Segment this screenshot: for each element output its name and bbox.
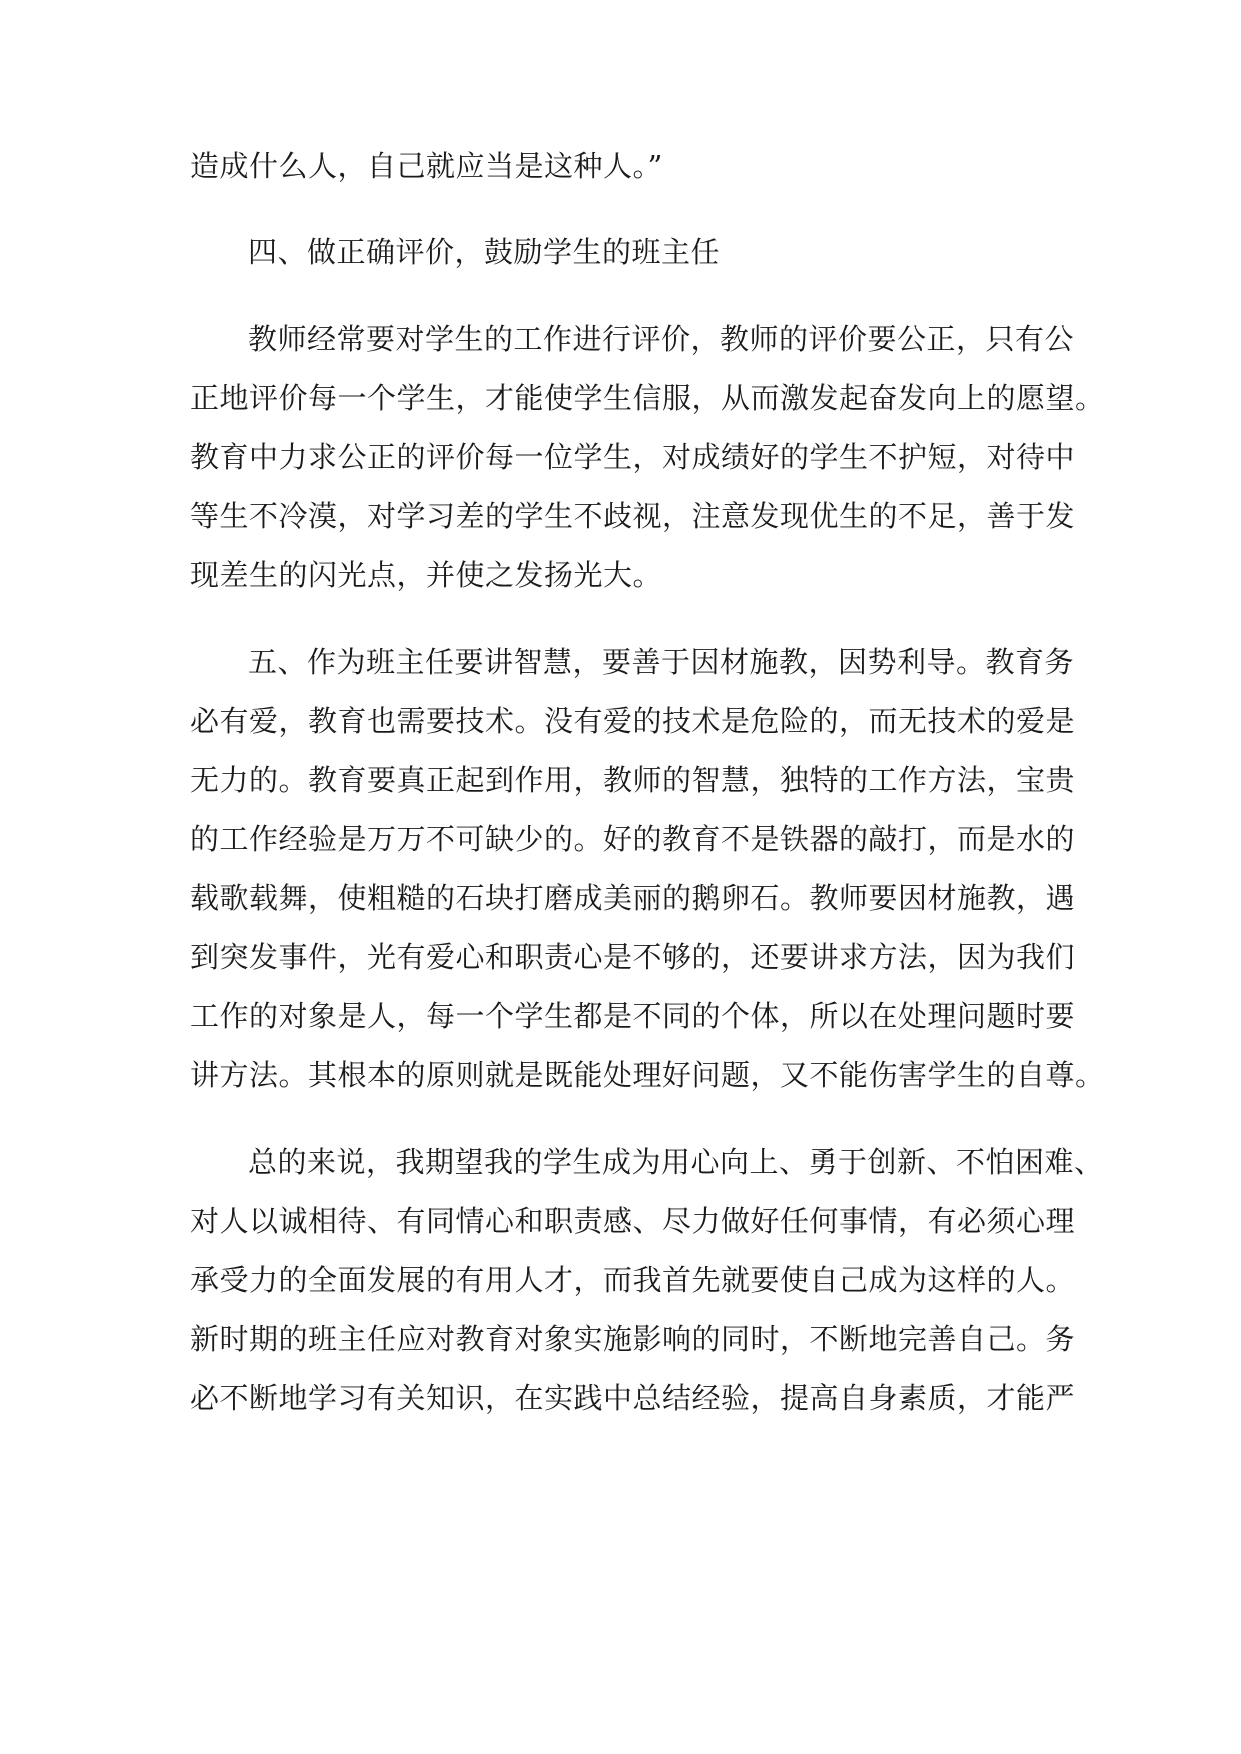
summary-paragraph-line-1: 总的来说，我期望我的学生成为用心向上、勇于创新、不怕困难、 [248, 1145, 1104, 1179]
text-line-6: 等生不冷漠，对学习差的学生不歧视，注意发现优生的不足，善于发 [190, 499, 1076, 533]
text-line-20: 必不断地学习有关知识，在实践中总结经验，提高自身素质，才能严 [190, 1381, 1076, 1415]
text-line-9: 必有爱，教育也需要技术。没有爱的技术是危险的，而无技术的爱是 [190, 704, 1076, 738]
text-line-10: 无力的。教育要真正起到作用，教师的智慧，独特的工作方法，宝贵 [190, 763, 1076, 797]
text-line-5: 教育中力求公正的评价每一位学生，对成绩好的学生不护短，对待中 [190, 440, 1076, 474]
text-line-15: 讲方法。其根本的原则就是既能处理好问题，又不能伤害学生的自尊。 [190, 1058, 1105, 1092]
text-line-11: 的工作经验是万万不可缺少的。好的教育不是铁器的敲打，而是水的 [190, 822, 1076, 856]
text-line-18: 承受力的全面发展的有用人才，而我首先就要使自己成为这样的人。 [190, 1263, 1076, 1297]
text-line-13: 到突发事件，光有爱心和职责心是不够的，还要讲求方法，因为我们 [190, 940, 1076, 974]
text-line-14: 工作的对象是人，每一个学生都是不同的个体，所以在处理问题时要 [190, 999, 1076, 1033]
text-line-1: 造成什么人，自己就应当是这种人。” [190, 149, 663, 183]
text-line-17: 对人以诚相待、有同情心和职责感、尽力做好任何事情，有必须心理 [190, 1204, 1076, 1238]
text-line-3: 教师经常要对学生的工作进行评价，教师的评价要公正，只有公 [248, 322, 1075, 356]
section-paragraph-5-line-1: 五、作为班主任要讲智慧，要善于因材施教，因势利导。教育务 [248, 645, 1075, 679]
text-line-19: 新时期的班主任应对教育对象实施影响的同时，不断地完善自己。务 [190, 1322, 1076, 1356]
section-heading-4: 四、做正确评价，鼓励学生的班主任 [248, 235, 721, 269]
text-line-7: 现差生的闪光点，并使之发扬光大。 [190, 558, 663, 592]
text-line-12: 载歌载舞，使粗糙的石块打磨成美丽的鹅卵石。教师要因材施教，遇 [190, 881, 1076, 915]
text-line-4: 正地评价每一个学生，才能使学生信服，从而激发起奋发向上的愿望。 [190, 381, 1105, 415]
